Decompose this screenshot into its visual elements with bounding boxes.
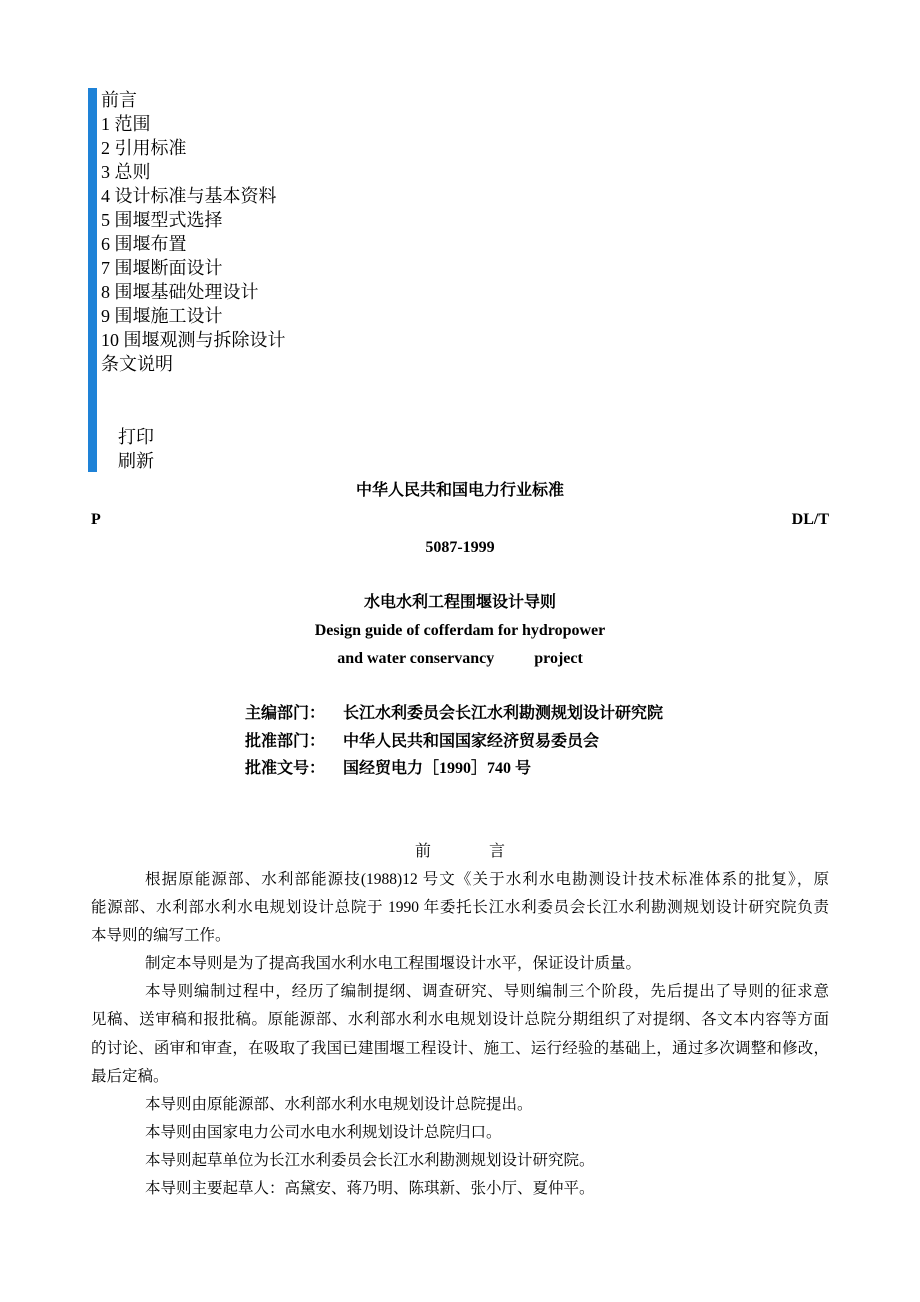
preface-paragraph [91, 866, 829, 950]
preface-paragraph [91, 950, 829, 978]
paragraph-line: 能源部、水利部水利水电规划设计总院于 1990 年委托长江水利委员会长江水利勘测规划设计研究院负责 [91, 899, 829, 917]
paragraph-line: 本导则由原能源部、水利部水利水电规划设计总院提出。 [145, 1095, 533, 1113]
toc-item-explanation[interactable]: 条文说明 [101, 354, 173, 374]
meta-value: 长江水利委员会长江水利勘测规划设计研究院 [343, 705, 664, 722]
preface-paragraph [91, 1119, 829, 1147]
document-title-en-line1: Design guide of cofferdam for hydropower [314, 622, 606, 639]
paragraph-line: 根据原能源部、水利部能源技(1988)12 号文《关于水利水电勘测设计技术标准体系的批复》，原 [145, 871, 829, 888]
paragraph-line: 的讨论、函审和审查，在吸取了我国已建围堰工程设计、施工、运行经验的基础上，通过多次调整和修改， [91, 1039, 829, 1057]
meta-row-approver [245, 728, 663, 756]
paragraph-line: 本导则主要起草人：高黛安、蒋乃明、陈琪新、张小厅、夏仲平。 [145, 1180, 595, 1198]
paragraph-line: 本导则起草单位为长江水利委员会长江水利勘测规划设计研究院。 [145, 1151, 595, 1169]
paragraph-line: 本导则由国家电力公司水电水利规划设计总院归口。 [145, 1123, 502, 1141]
document-title-en-line2: and water conservancy project [337, 650, 583, 667]
paragraph-line: 本导则的编写工作。 [91, 927, 231, 945]
toc-item-section-design[interactable]: 7 围堰断面设计 [101, 258, 223, 278]
toc-accent-bar [88, 88, 97, 472]
meta-label: 批准部门： [245, 732, 326, 750]
meta-row-approval-number [245, 755, 663, 783]
paragraph-line: 制定本导则是为了提高我国水利水电工程围堰设计水平，保证设计质量。 [145, 955, 642, 973]
meta-label: 主编部门： [245, 705, 326, 722]
toc-item-foundation-treatment[interactable]: 8 围堰基础处理设计 [101, 282, 259, 302]
standard-code-prefix: DL/T [791, 511, 829, 528]
standard-org-title: 中华人民共和国电力行业标准 [355, 482, 564, 499]
preface-paragraph [91, 978, 829, 1090]
paragraph-line: 最后定稿。 [91, 1067, 169, 1085]
toc-item-monitoring-removal[interactable]: 10 围堰观测与拆除设计 [101, 330, 286, 350]
toc-item-scope[interactable]: 1 范围 [101, 114, 151, 134]
refresh-link[interactable]: 刷新 [118, 451, 154, 471]
preface-paragraph [91, 1091, 829, 1119]
meta-row-editor [245, 700, 663, 728]
toc-item-references[interactable]: 2 引用标准 [101, 138, 187, 158]
standard-code-row [91, 506, 829, 534]
document-title-cn: 水电水利工程围堰设计导则 [363, 594, 556, 611]
toc-item-layout[interactable]: 6 围堰布置 [101, 234, 187, 254]
paragraph-line: 见稿、送审稿和报批稿。原能源部、水利部水利水电规划设计总院分期组织了对提纲、各文本内容等方面 [91, 1011, 829, 1029]
paragraph-line: 本导则编制过程中，经历了编制提纲、调查研究、导则编制三个阶段，先后提出了导则的征求意 [145, 983, 829, 1001]
toc-nav [101, 88, 286, 376]
classification-code: P [91, 511, 101, 528]
preface-heading: 前言 [414, 843, 563, 860]
meta-value: 国经贸电力［1990］740 号 [343, 760, 532, 777]
print-link[interactable]: 打印 [118, 427, 154, 447]
meta-label: 批准文号： [245, 760, 326, 777]
preface-paragraph [91, 1147, 829, 1175]
document-metadata [245, 700, 663, 783]
toc-actions [118, 425, 154, 473]
toc-item-type-selection[interactable]: 5 围堰型式选择 [101, 210, 223, 230]
toc-item-construction-design[interactable]: 9 围堰施工设计 [101, 306, 223, 326]
standard-code-number: 5087-1999 [425, 539, 495, 556]
preface-body [91, 866, 829, 1203]
preface-paragraph [91, 1175, 829, 1203]
toc-item-design-standards[interactable]: 4 设计标准与基本资料 [101, 186, 277, 206]
toc-item-general[interactable]: 3 总则 [101, 162, 151, 182]
meta-value: 中华人民共和国国家经济贸易委员会 [343, 732, 600, 750]
toc-item-preface[interactable]: 前言 [101, 90, 137, 110]
